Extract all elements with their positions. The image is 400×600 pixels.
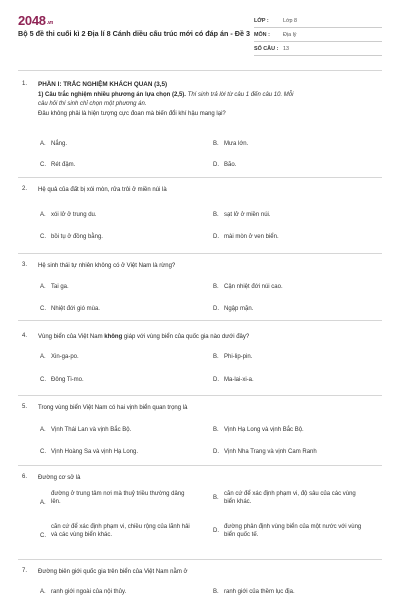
option-letter: B. <box>213 284 219 290</box>
question-text: Hệ sinh thái tự nhiên không có ở Việt Nam là rừng? <box>38 263 176 269</box>
question-number: 4. <box>22 333 28 339</box>
question-number: 3. <box>22 262 28 268</box>
option-letter: B. <box>213 354 219 360</box>
option-text: Cận nhiệt đới núi cao. <box>224 284 283 290</box>
option-text: Nhiệt đới gió mùa. <box>51 306 100 312</box>
question-divider <box>18 320 382 321</box>
option-letter: D. <box>213 449 219 455</box>
logo-tld: .vn <box>46 20 54 26</box>
option-letter: C. <box>40 234 46 240</box>
section-instructions <box>38 91 383 100</box>
meta-row-count <box>254 44 382 56</box>
question-divider <box>18 465 382 466</box>
option-letter: C. <box>40 377 46 383</box>
question-text-part: giáp với vùng biển của quốc gia nào dưới đây? <box>122 334 250 340</box>
option-text: Ma-lai-xi-a. <box>224 377 254 383</box>
option-text: ranh giới của thềm lục địa. <box>224 589 295 595</box>
meta-value: Địa lý <box>283 32 297 38</box>
header-divider <box>18 70 382 71</box>
option-letter: D. <box>213 306 219 312</box>
question-text: Đâu không phải là hiện tượng cực đoan mà biến đổi khí hậu mang lại? <box>38 111 226 117</box>
option-text: Ngập mặn. <box>224 306 254 312</box>
question-divider <box>18 559 382 560</box>
option-letter: A. <box>40 284 46 290</box>
meta-row-subject <box>254 30 382 42</box>
option-letter: C. <box>40 533 46 539</box>
instruction-italic: câu hỏi thí sinh chỉ chọn một phương án. <box>38 101 147 107</box>
question-number: 1. <box>22 81 28 87</box>
question-divider <box>18 395 382 396</box>
option-letter: D. <box>213 377 219 383</box>
option-letter: D. <box>213 162 219 168</box>
option-letter: B. <box>213 212 219 218</box>
option-text: xói lở ở trung du. <box>51 212 97 218</box>
option-text: Nắng. <box>51 141 68 147</box>
option-text: đường phân định vùng biển của một nước với vùng biển quốc tế. <box>224 524 362 539</box>
question-text-part: Vùng biển của Việt Nam <box>38 334 105 340</box>
question-divider <box>18 177 382 178</box>
question-text: Đường cơ sở là <box>38 475 81 481</box>
option-letter: A. <box>40 589 46 595</box>
option-text: Vịnh Hoàng Sa và vịnh Hạ Long. <box>51 449 139 455</box>
option-text: Rét đậm. <box>51 162 76 168</box>
question-text <box>38 333 378 342</box>
option-text: căn cứ để xác định phạm vi, độ sâu của các vùng biển khác. <box>224 491 356 506</box>
option-letter: C. <box>40 306 46 312</box>
option-letter: B. <box>213 141 219 147</box>
question-number: 7. <box>22 568 28 574</box>
option-letter: A. <box>40 427 46 433</box>
question-text: Hệ quả của đất bị xói mòn, rửa trôi ở miền núi là <box>38 187 167 193</box>
option-letter: B. <box>213 589 219 595</box>
option-text: Đông Ti-mo. <box>51 377 84 383</box>
meta-row-class <box>254 16 382 28</box>
option-text: Tai ga. <box>51 284 69 290</box>
option-text: Mưa lớn. <box>224 141 249 147</box>
question-text: Đường biên giới quốc gia trên biển của Việt Nam nằm ở <box>38 569 188 575</box>
option-text: Vịnh Hạ Long và vịnh Bắc Bộ. <box>224 427 304 433</box>
meta-underline <box>254 55 382 56</box>
meta-label: LỚP : <box>254 18 269 24</box>
section-title: PHẦN I: TRẮC NGHIỆM KHÁCH QUAN (3,5) <box>38 81 168 88</box>
meta-underline <box>254 27 382 28</box>
option-letter: A. <box>40 141 46 147</box>
logo-text: 2048 <box>18 13 46 28</box>
instruction-italic: Thí sinh trả lời từ câu 1 đến câu 10. Mỗi <box>185 92 294 98</box>
option-letter: C. <box>40 449 46 455</box>
question-number: 6. <box>22 474 28 480</box>
option-text: sạt lở ở miền núi. <box>224 212 271 218</box>
option-letter: B. <box>213 495 219 501</box>
question-number: 2. <box>22 186 28 192</box>
option-letter: C. <box>40 162 46 168</box>
question-text: Trong vùng biển Việt Nam có hai vịnh biển quan trọng là <box>38 405 188 411</box>
instruction-bold: 1) Câu trắc nghiệm nhiều phương án lựa chọn (2,5). <box>38 92 186 98</box>
meta-label: SỐ CÂU : <box>254 46 279 52</box>
option-text: Vịnh Nha Trang và vịnh Cam Ranh <box>224 449 317 455</box>
option-text: căn cứ để xác định phạm vi, chiều rộng của lãnh hải và các vùng biển khác. <box>51 524 190 539</box>
option-letter: A. <box>40 500 46 506</box>
option-letter: D. <box>213 234 219 240</box>
section-instructions-cont <box>38 100 383 109</box>
option-text: đường ở trung tâm nơi mà thuỷ triều thường dâng lên. <box>51 491 185 506</box>
question-text-emphasis: không <box>104 334 123 340</box>
page-title: Bộ 5 đề thi cuối kì 2 Địa lí 8 Cánh diều cấu trúc mới có đáp án - Đề 3 <box>18 29 250 38</box>
option-text: Bão. <box>224 162 237 168</box>
option-text: bồi tụ ở đồng bằng. <box>51 234 103 240</box>
option-text: Phi-lip-pin. <box>224 354 253 360</box>
option-text: ranh giới ngoài của nội thủy. <box>51 589 127 595</box>
question-divider <box>18 253 382 254</box>
option-letter: A. <box>40 212 46 218</box>
option-text: Xin-ga-po. <box>51 354 79 360</box>
meta-label: MÔN : <box>254 32 270 38</box>
question-number: 5. <box>22 404 28 410</box>
option-letter: B. <box>213 427 219 433</box>
option-letter: D. <box>213 528 219 534</box>
meta-underline <box>254 41 382 42</box>
document-header <box>0 0 400 62</box>
option-text: mài mòn ở ven biển. <box>224 234 279 240</box>
meta-value: Lớp 8 <box>283 18 298 24</box>
site-logo[interactable] <box>18 13 53 28</box>
meta-value: 13 <box>283 46 289 52</box>
option-letter: A. <box>40 354 46 360</box>
option-text: Vịnh Thái Lan và vịnh Bắc Bộ. <box>51 427 132 433</box>
